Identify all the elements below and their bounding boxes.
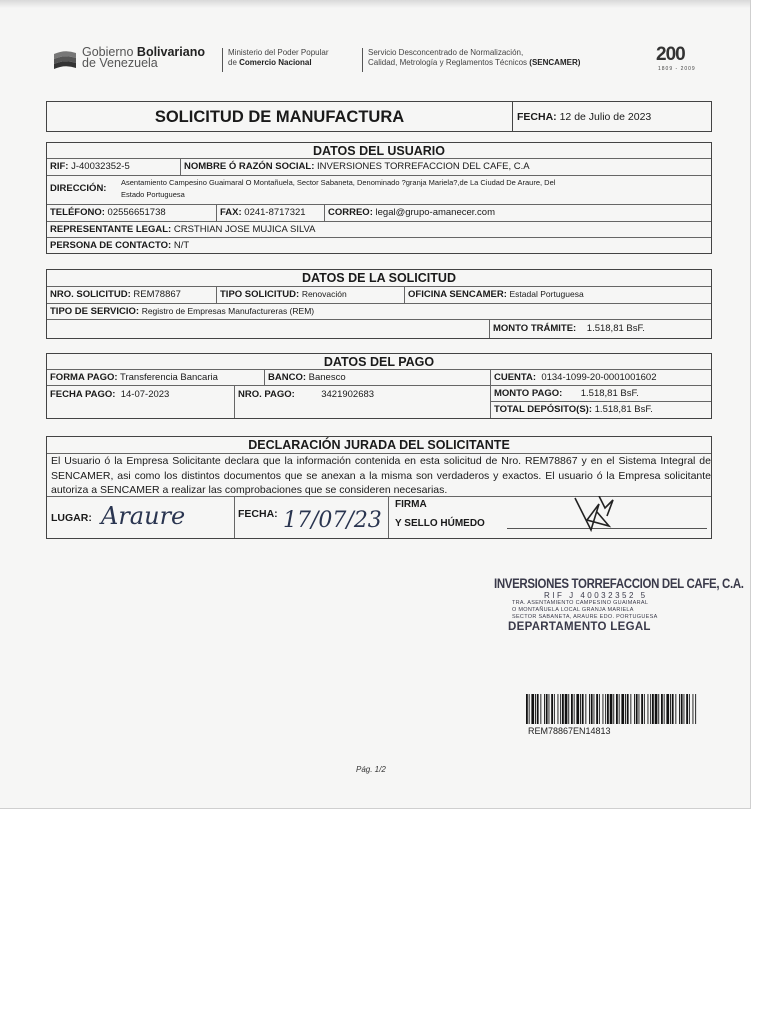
nro-pago-field: NRO. PAGO: 3421902683	[235, 386, 491, 418]
cuenta-field: CUENTA: 0134-1099-20-0001001602	[491, 370, 711, 386]
request-date: FECHA: 12 de Julio de 2023	[517, 111, 652, 123]
correo-field: CORREO: legal@grupo-amanecer.com	[325, 205, 711, 222]
scan-edge	[0, 0, 750, 8]
gobierno-logo-text: Gobierno Bolivariano de Venezuela	[82, 45, 205, 70]
direccion-field: DIRECCIÓN: Asentamiento Campesino Guaimaral O Montañuela, Sector Sabaneta, Denominado ?granja Mariela?,de La Ciudad De Araure, Del Estado Portuguesa	[47, 176, 711, 205]
fecha-handwriting: 17/07/23	[283, 508, 382, 533]
payment-data-section	[46, 353, 712, 419]
fecha-firma-field: FECHA: 17/07/23	[235, 496, 389, 538]
rif-field: RIF: J-40032352-5	[47, 159, 181, 176]
tipo-solicitud-field: TIPO SOLICITUD: Renovación	[217, 287, 405, 304]
section-title: DATOS DEL USUARIO	[47, 143, 711, 159]
company-stamp: INVERSIONES TORREFACCION DEL CAFE, C.A. RIF J 40032352 5 TRA. ASENTAMIENTO CAMPESINO GUAIMARAL O MONTAÑUELA LOCAL GRANJA MARIELA SECTOR SABANETA, ARAURE EDO. PORTUGUESA DEPARTAMENTO LEGAL	[494, 576, 744, 633]
user-data-section	[46, 142, 712, 254]
tipo-servicio-field: TIPO DE SERVICIO: Registro de Empresas Manufactureras (REM)	[47, 304, 711, 320]
request-data-section	[46, 269, 712, 339]
forma-pago-field: FORMA PAGO: Transferencia Bancaria	[47, 370, 265, 386]
institutional-header	[52, 44, 712, 78]
section-title: DECLARACIÓN JURADA DEL SOLICITANTE	[47, 437, 711, 454]
monto-pago-field: MONTO PAGO: 1.518,81 BsF.	[491, 386, 711, 402]
venezuela-flag-icon	[52, 48, 78, 72]
total-deposito-field: TOTAL DEPÓSITO(S): 1.518,81 BsF.	[494, 404, 653, 415]
barcode-icon	[526, 694, 698, 724]
bicentenario-logo-sub: 1809 - 2009	[658, 66, 696, 72]
declaration-text: El Usuario ó la Empresa Solicitante declara que la información contenida en esta solicitud de Nro. REM78867 y en el Sistema Integral de SENCAMER, asi como los distintos documentos que se anexan a la misma son verdaderos y exactos. El usuario ó la Empresa solicitante autoriza a SENCAMER a realizar las comprobaciones que se consideren necesarias.	[51, 455, 711, 496]
section-title: DATOS DE LA SOLICITUD	[47, 270, 711, 287]
banco-field: BANCO: Banesco	[265, 370, 491, 386]
lugar-field: LUGAR: Araure	[47, 496, 235, 538]
page-number: Pág. 1/2	[356, 765, 386, 774]
bicentenario-logo: 200	[656, 44, 685, 65]
signature-scribble-icon	[569, 496, 629, 536]
telefono-field: TELÉFONO: 02556651738	[47, 205, 217, 222]
header-divider	[222, 48, 223, 72]
declaration-section	[46, 436, 712, 539]
nro-solicitud-field: NRO. SOLICITUD: REM78867	[47, 287, 217, 304]
section-title: DATOS DEL PAGO	[47, 354, 711, 370]
fecha-pago-field: FECHA PAGO: 14-07-2023	[47, 386, 235, 418]
oficina-field: OFICINA SENCAMER: Estadal Portuguesa	[405, 287, 711, 304]
monto-tramite-field: MONTO TRÁMITE: 1.518,81 BsF.	[489, 320, 711, 338]
header-divider	[362, 48, 363, 72]
title-box	[46, 101, 712, 132]
ministerio-text: Ministerio del Poder Popular de Comercio Nacional	[228, 48, 329, 67]
barcode-text: REM78867EN14813	[528, 726, 611, 736]
contacto-field: PERSONA DE CONTACTO: N/T	[50, 240, 190, 251]
lugar-handwriting: Araure	[101, 502, 186, 530]
representante-field: REPRESENTANTE LEGAL: CRSTHIAN JOSE MUJICA SILVA	[47, 222, 711, 238]
fax-field: FAX: 0241-8717321	[217, 205, 325, 222]
razon-social-field: NOMBRE Ó RAZÓN SOCIAL: INVERSIONES TORREFACCION DEL CAFE, C.A	[181, 159, 711, 176]
document-title: SOLICITUD DE MANUFACTURA	[47, 102, 513, 132]
firma-field: FIRMA Y SELLO HÚMEDO	[389, 496, 711, 538]
sencamer-text: Servicio Desconcentrado de Normalización, Calidad, Metrología y Reglamentos Técnicos (SENCAMER)	[368, 48, 581, 67]
